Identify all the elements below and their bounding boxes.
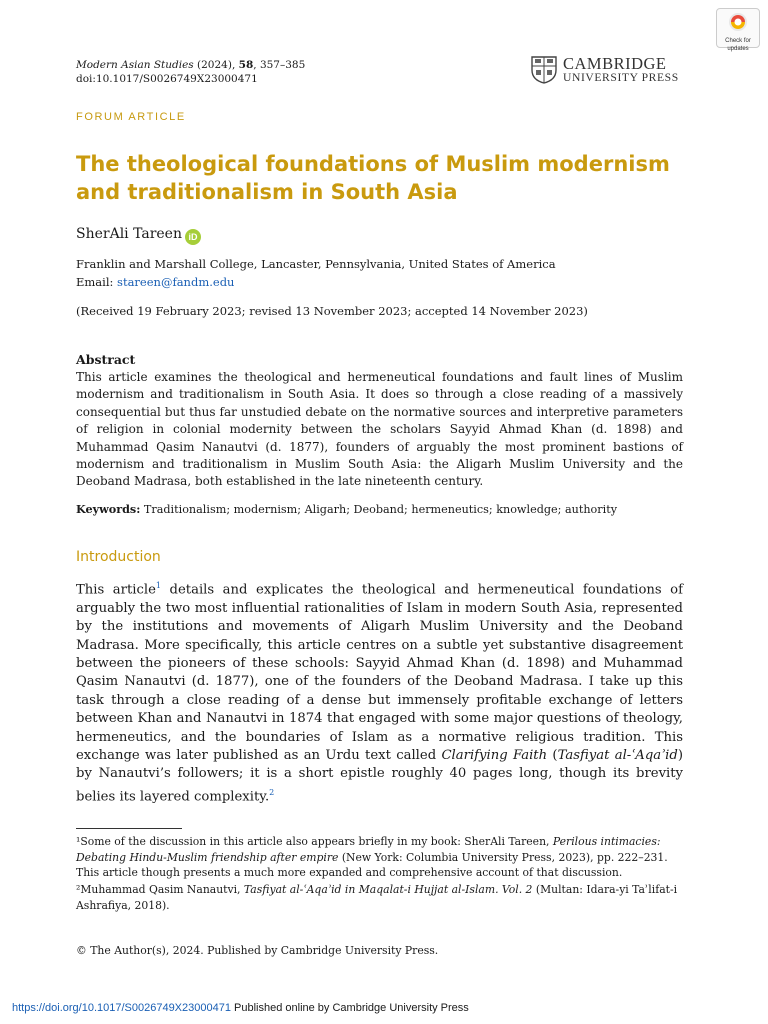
introduction-paragraph — [76, 577, 683, 807]
affiliation-block — [76, 255, 556, 291]
publisher-name-line1: CAMBRIDGE — [563, 54, 667, 73]
keywords — [76, 502, 617, 516]
keywords-label: Keywords: — [76, 502, 141, 516]
introduction-heading: Introduction — [76, 549, 161, 565]
journal-doi: doi:10.1017/S0026749X23000471 — [76, 73, 258, 85]
footnote-ref-2[interactable]: 2 — [269, 787, 275, 797]
footnote-2-italic: Tasfiyat al-ʿAqaʾid in Maqalat-i Hujjat al-Islam. Vol. 2 — [243, 883, 533, 896]
footnote-1 — [76, 834, 683, 881]
journal-citation — [76, 58, 305, 86]
badge-label-1: Check for — [725, 38, 751, 44]
footnote-2 — [76, 882, 683, 913]
abstract-text: This article examines the theological and hermeneutical foundations and fault lines of Muslim modernism and traditionalism in South Asia. It does so through a close reading of a massively consequential but thus far unstudied debate on the normative sources and interpretive parameters of religion in colonial modernity between the scholars Sayyid Ahmad Khan (d. 1898) and Muhammad Qasim Nanautvi (d. 1877), founders of arguably the most prominent bastions of modernism and traditionalism in Muslim South Asia: the Aligarh Muslim University and the Deoband Madrasa, both established in the late nineteenth century. — [76, 370, 683, 489]
copyright-notice: © The Author(s), 2024. Published by Cambridge University Press. — [76, 944, 439, 957]
email-link[interactable]: stareen@fandm.edu — [117, 275, 235, 289]
check-for-updates-badge[interactable] — [716, 8, 760, 52]
article-title: The theological foundations of Muslim modernism and traditionalism in South Asia — [76, 152, 670, 204]
affiliation: Franklin and Marshall College, Lancaster, Pennsylvania, United States of America — [76, 257, 556, 271]
email-label: Email: — [76, 275, 114, 289]
journal-name: Modern Asian Studies — [76, 59, 194, 71]
footnote-divider — [76, 828, 182, 829]
orcid-icon[interactable]: iD — [185, 229, 201, 245]
author-name[interactable]: SherAli Tareen — [76, 226, 182, 242]
intro-text-end: ) by Nanautvi’s followers; it is a short epistle roughly 40 pages long, though its brevity belies its layered complexity. — [76, 748, 683, 805]
publisher-logo — [531, 54, 683, 86]
footnote-1-italic: Perilous intimacies: Debating Hindu-Muslim friendship after empire — [76, 835, 661, 864]
intro-italic-title: Clarifying Faith — [441, 748, 548, 764]
intro-text-start: This article — [76, 582, 156, 598]
journal-year: (2024), — [197, 59, 236, 71]
section-label: FORUM ARTICLE — [76, 111, 186, 123]
badge-label-2: updates — [727, 45, 749, 52]
published-online-text: Published online by Cambridge University Press — [230, 1002, 469, 1014]
publisher-name-line2: UNIVERSITY PRESS — [563, 71, 679, 84]
published-online-line — [12, 1002, 469, 1014]
author-line — [76, 226, 201, 245]
intro-text-mid: details and explicates the theological and hermeneutical foundations of arguably the two most influential rationalities of Islam in modern South Asia, represented by the institutions and movements of Aligarh Muslim University and the Deoband Madrasa. More specifically, this article centres on a subtle yet substantive disagreement between the pioneers of these schools: Sayyid Ahmad Khan (d. 1898) and Muhammad Qasim Nanautvi (d. 1877), one of the founders of the Deoband Madrasa. I take up this task through a close reading of a dense but immensely profitable exchange of letters between Khan and Nanautvi in 1874 that engaged with some major questions of theology, hermeneutics, and the boundaries of Islam as a normative religious tradition. This exchange was later published as an Urdu text called — [76, 582, 684, 764]
cambridge-shield-icon — [531, 56, 557, 84]
journal-pages: , 357–385 — [253, 59, 306, 71]
received-dates: (Received 19 February 2023; revised 13 November 2023; accepted 14 November 2023) — [76, 304, 588, 318]
footnote-2-pre: ²Muhammad Qasim Nanautvi, — [76, 883, 244, 896]
footnote-ref-1[interactable]: 1 — [155, 581, 161, 590]
doi-link[interactable]: https://doi.org/10.1017/S0026749X23000471 — [12, 1002, 231, 1014]
abstract-heading: Abstract — [76, 352, 136, 367]
footnote-2-post: (Multan: Idara-yi Taʾlifat-i Ashrafiya, 2018). — [76, 883, 678, 912]
footnote-1-post: (New York: Columbia University Press, 2023), pp. 222–231. This article though presents a much more expanded and comprehensive account of that discussion. — [76, 850, 668, 880]
intro-text-paren: ( — [547, 748, 558, 764]
journal-volume: 58 — [238, 59, 254, 71]
intro-italic-urdu-title: Tasfiyat al-ʿAqaʾid — [557, 748, 678, 764]
keywords-text: Traditionalism; modernism; Aligarh; Deoband; hermeneutics; knowledge; authority — [143, 503, 618, 516]
check-for-updates-icon — [728, 12, 748, 32]
footnote-1-pre: ¹Some of the discussion in this article also appears briefly in my book: SherAli Tareen, — [76, 835, 553, 848]
